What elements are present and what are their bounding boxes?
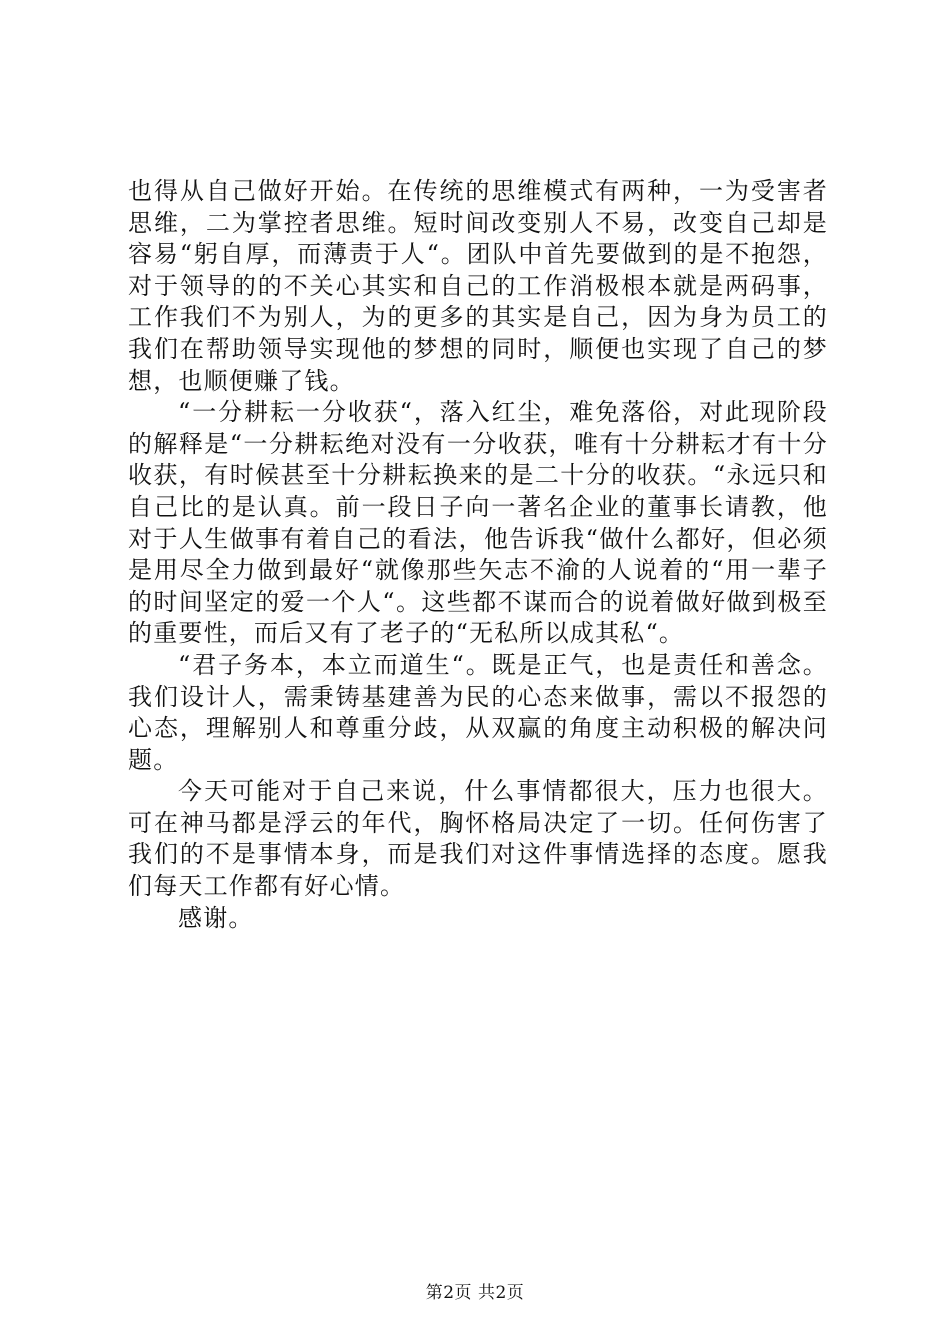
paragraph-4: 今天可能对于自己来说，什么事情都很大，压力也很大。可在神马都是浮云的年代，胸怀格局决定了一切。任何伤害了我们的不是事情本身，而是我们对这件事情选择的态度。愿我们每天工作都有好心情。 [128,777,828,901]
paragraph-5: 感谢。 [178,903,254,932]
paragraph-2: “一分耕耘一分收获“，落入红尘，难免落俗，对此现阶段的解释是“一分耕耘绝对没有一分收获，唯有十分耕耘才有十分收获，有时候甚至十分耕耘换来的是二十分的收获。“永远只和自己比的是认真。前一段日子向一著名企业的董事长请教，他对于人生做事有着自己的看法，他告诉我“做什么都好，但必须是用尽全力做到最好“就像那些矢志不渝的人说着的“用一辈子的时间坚定的爱一个人“。这些都不谋而合的说着做好做到极至的重要性，而后又有了老子的“无私所以成其私“。 [128,398,828,648]
paragraph-3: “君子务本，本立而道生“。既是正气，也是责任和善念。我们设计人，需秉铸基建善为民的心态来做事，需以不报怨的心态，理解别人和尊重分歧，从双赢的角度主动积极的解决问题。 [128,650,828,774]
page-number-footer: 第2页 共2页 [425,1283,525,1303]
document-body [128,176,828,934]
paragraph-1: 也得从自己做好开始。在传统的思维模式有两种，一为受害者思维，二为掌控者思维。短时间改变别人不易，改变自己却是容易“躬自厚，而薄责于人“。团队中首先要做到的是不抱怨，对于领导的的不关心其实和自己的工作消极根本就是两码事，工作我们不为别人，为的更多的其实是自己，因为身为员工的我们在帮助领导实现他的梦想的同时，顺便也实现了自己的梦想，也顺便赚了钱。 [128,177,828,395]
